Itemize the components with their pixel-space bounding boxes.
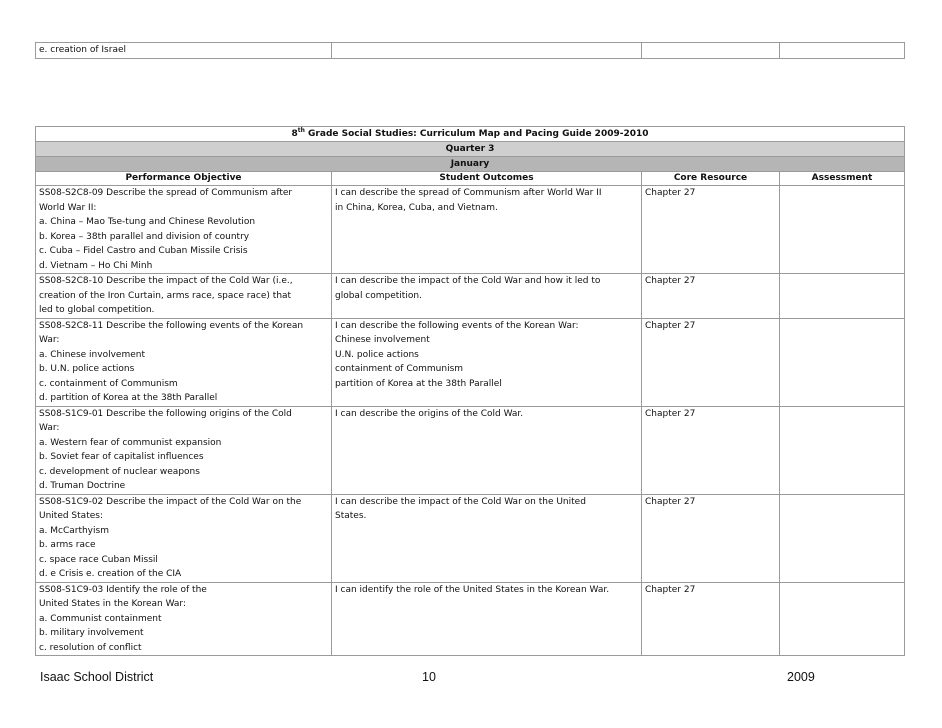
outcome-cell-line: containment of Communism (335, 364, 464, 374)
title-grade: 8 (291, 129, 298, 139)
objective-cell-line: SS08-S2C8-10 Describe the impact of the Cold War (i.e., (39, 276, 293, 286)
table-row (36, 318, 905, 406)
objective-cell-line: World War II: (39, 202, 97, 213)
table-row (36, 582, 905, 656)
objective-cell (36, 318, 332, 406)
objective-cell-line: c. Cuba – Fidel Castro and Cuban Missile Crisis (39, 246, 248, 256)
column-header: Core Resource (642, 172, 780, 186)
objective-cell-line: d. Vietnam – Ho Chi Minh (39, 260, 153, 271)
title-row (36, 127, 905, 142)
table-row (36, 43, 905, 59)
assessment-cell (780, 186, 905, 274)
objective-cell-line: b. Soviet fear of capitalist influences (39, 452, 204, 462)
outcome-cell-line: I can describe the impact of the Cold War on the United (335, 496, 586, 507)
outcome-cell (332, 494, 642, 582)
objective-cell-line: SS08-S2C8-11 Describe the following events of the Korean (39, 320, 304, 331)
outcome-cell-line: I can describe the impact of the Cold War and how it led to (335, 276, 601, 286)
column-header-row (36, 172, 905, 186)
objective-cell-line: SS08-S1C9-02 Describe the impact of the Cold War on the (39, 496, 302, 507)
objective-cell-line: d. e Crisis e. creation of the CIA (39, 569, 182, 579)
objective-cell (36, 406, 332, 494)
objective-cell (36, 186, 332, 274)
footer-page-number: 10 (422, 670, 436, 684)
curriculum-table (35, 126, 905, 656)
objective-cell-line: c. resolution of conflict (39, 642, 142, 653)
outcome-cell-line: partition of Korea at the 38th Parallel (335, 378, 502, 389)
outcome-cell (332, 186, 642, 274)
objective-cell-line: led to global competition. (39, 305, 155, 315)
assessment-cell (780, 406, 905, 494)
objective-cell-line: a. McCarthyism (39, 525, 109, 536)
objective-cell (36, 582, 332, 656)
quarter-label: Quarter 3 (36, 142, 905, 157)
outcome-cell (332, 318, 642, 406)
resource-cell: Chapter 27 (642, 494, 780, 582)
column-header: Student Outcomes (332, 172, 642, 186)
objective-cell-line: a. China – Mao Tse-tung and Chinese Revolution (39, 217, 256, 227)
objective-cell-line: SS08-S1C9-03 Identify the role of the (39, 584, 207, 595)
column-header: Performance Objective (36, 172, 332, 186)
outcome-cell-line: I can describe the following events of the Korean War: (335, 320, 579, 331)
outcome-cell (332, 406, 642, 494)
footer-district: Isaac School District (40, 670, 154, 684)
outcome-cell (332, 274, 642, 319)
outcome-cell-line: in China, Korea, Cuba, and Vietnam. (335, 202, 498, 213)
outcome-cell-line: States. (335, 511, 367, 521)
objective-cell-line: c. development of nuclear weapons (39, 466, 200, 477)
outcome-cell (332, 43, 642, 59)
column-header: Assessment (780, 172, 905, 186)
resource-cell: Chapter 27 (642, 406, 780, 494)
objective-cell-line: d. Truman Doctrine (39, 481, 126, 491)
objective-cell-line: b. Korea – 38th parallel and division of country (39, 231, 250, 242)
continuation-table (35, 42, 905, 59)
objective-cell-line: War: (39, 423, 60, 433)
objective-cell-line: b. arms race (39, 540, 96, 550)
objective-cell-line: War: (39, 335, 60, 345)
month-row (36, 157, 905, 172)
objective-cell-line: SS08-S1C9-01 Describe the following origins of the Cold (39, 408, 292, 419)
objective-cell-line: b. military involvement (39, 628, 144, 638)
objective-cell: e. creation of Israel (36, 43, 332, 59)
objective-cell-line: creation of the Iron Curtain, arms race, space race) that (39, 290, 292, 301)
objective-cell-line: United States in the Korean War: (39, 599, 186, 609)
table-row (36, 406, 905, 494)
objective-cell-line: SS08-S2C8-09 Describe the spread of Communism after (39, 188, 293, 198)
resource-cell: Chapter 27 (642, 274, 780, 319)
assessment-cell (780, 274, 905, 319)
outcome-cell (332, 582, 642, 656)
assessment-cell (780, 494, 905, 582)
page-title (36, 127, 905, 142)
outcome-cell-line: I can describe the spread of Communism after World War II (335, 188, 602, 198)
objective-cell-line: United States: (39, 511, 103, 521)
outcome-cell-line: global competition. (335, 290, 422, 301)
table-row (36, 494, 905, 582)
table-row (36, 186, 905, 274)
objective-cell-line: a. Communist containment (39, 613, 162, 624)
resource-cell: Chapter 27 (642, 186, 780, 274)
title-text: Grade Social Studies: Curriculum Map and Pacing Guide 2009-2010 (304, 129, 649, 139)
outcome-cell-line: I can describe the origins of the Cold War. (335, 408, 524, 419)
table-row (36, 274, 905, 319)
resource-cell: Chapter 27 (642, 582, 780, 656)
objective-cell-line: c. containment of Communism (39, 378, 178, 389)
outcome-cell-line: I can identify the role of the United States in the Korean War. (335, 584, 610, 595)
assessment-cell (780, 582, 905, 656)
outcome-cell-line: Chinese involvement (335, 335, 430, 345)
footer-year: 2009 (787, 670, 815, 684)
objective-cell-line: a. Chinese involvement (39, 349, 145, 360)
objective-cell-line: c. space race Cuban Missil (39, 554, 158, 565)
resource-cell: Chapter 27 (642, 318, 780, 406)
objective-cell (36, 494, 332, 582)
resource-cell (642, 43, 780, 59)
objective-cell (36, 274, 332, 319)
outcome-cell-line: U.N. police actions (335, 349, 419, 360)
assessment-cell (780, 318, 905, 406)
objective-cell-line: a. Western fear of communist expansion (39, 437, 222, 448)
title-superscript: th (297, 127, 305, 134)
quarter-row (36, 142, 905, 157)
month-label: January (36, 157, 905, 172)
objective-cell-line: d. partition of Korea at the 38th Parallel (39, 393, 218, 403)
objective-cell-line: b. U.N. police actions (39, 364, 135, 374)
assessment-cell (780, 43, 905, 59)
